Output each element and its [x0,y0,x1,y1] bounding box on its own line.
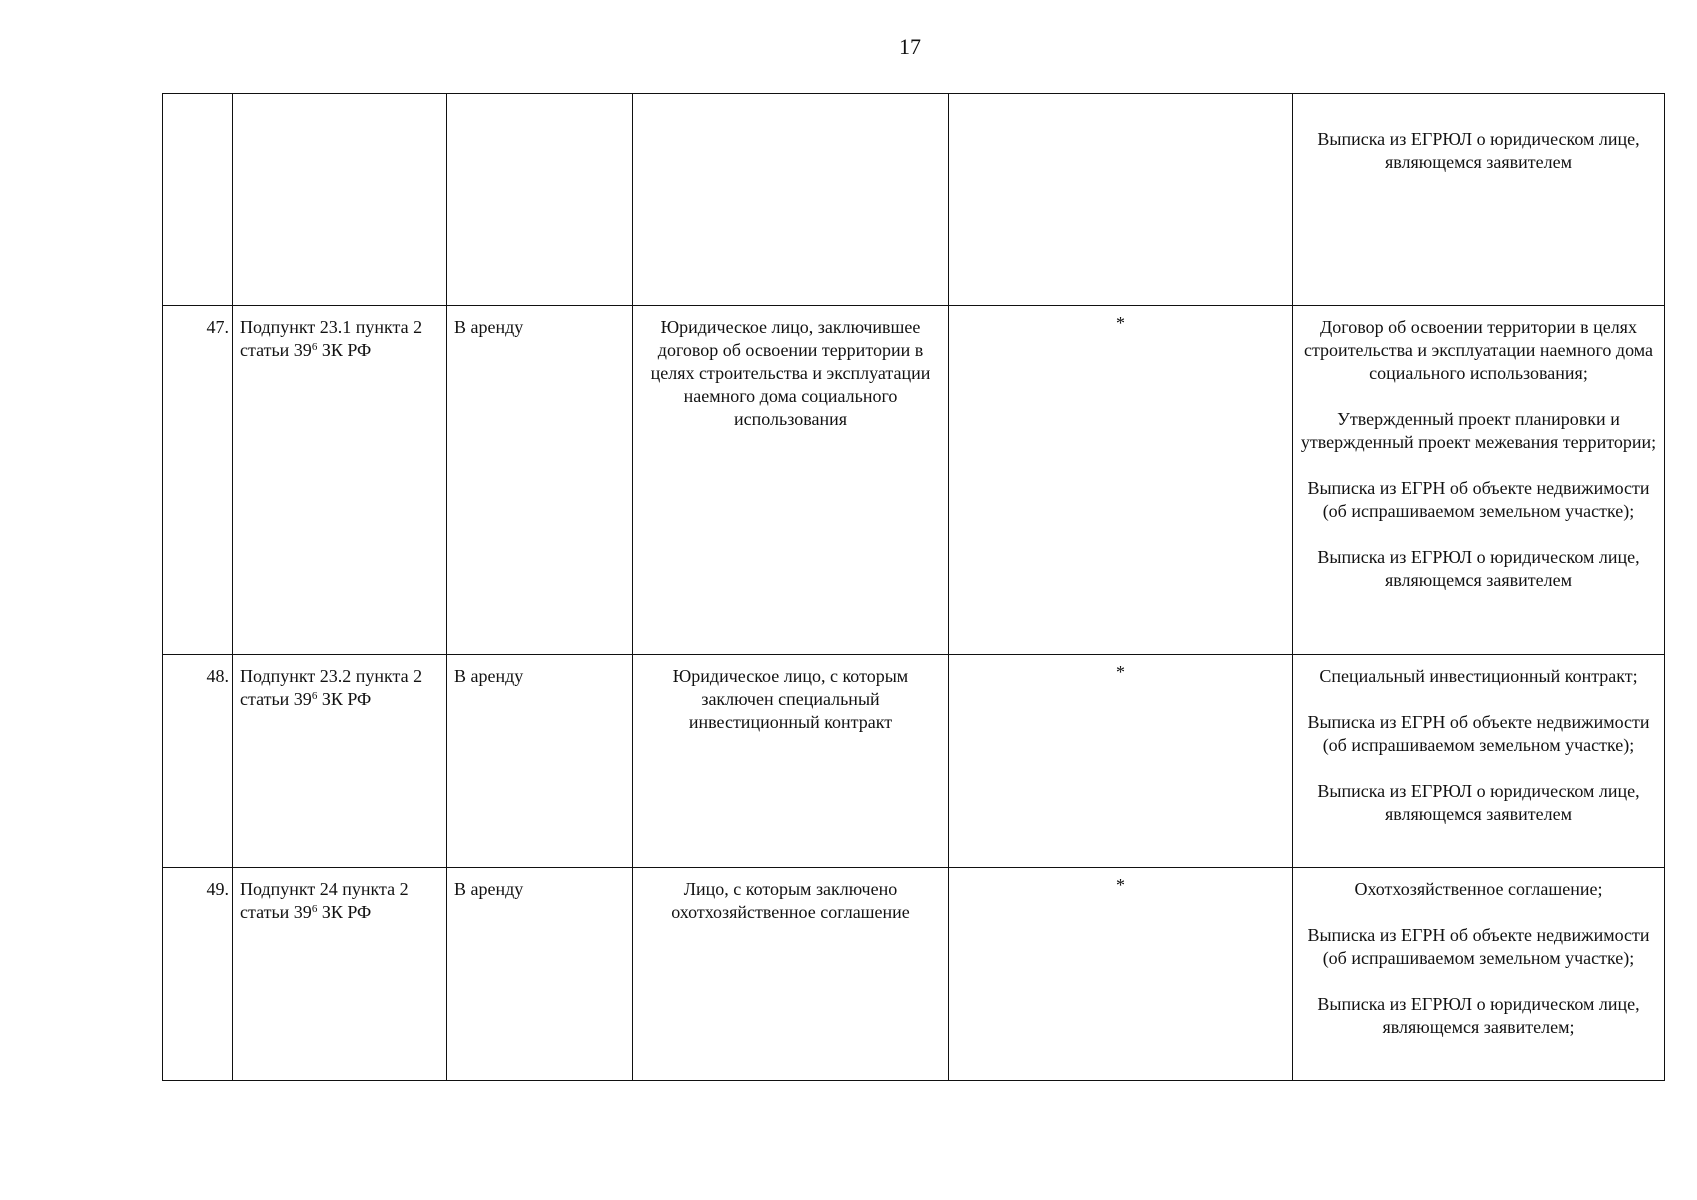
provision-type-cell: В аренду [447,868,633,1081]
legal-basis-cell [233,655,447,868]
legal-basis-cell [233,94,447,306]
table-row [163,94,1665,306]
article-superscript: 6 [311,903,318,915]
document-item: Выписка из ЕГРЮЛ о юридическом лице, являющемся заявителем [1317,547,1640,590]
applicant-cell: Юридическое лицо, с которым заключен специальный инвестиционный контракт [633,655,949,868]
document-item: Утвержденный проект планировки и утвержденный проект межевания территории; [1300,409,1657,452]
documents-cell [1293,868,1665,1081]
mark-cell: * [949,868,1293,1081]
applicant-cell: Лицо, с которым заключено охотхозяйственное соглашение [633,868,949,1081]
document-item: Выписка из ЕГРЮЛ о юридическом лице, являющемся заявителем; [1317,994,1640,1037]
document-item: Охотхозяйственное соглашение; [1354,879,1603,899]
legal-basis-cell [233,306,447,655]
page-number: 17 [899,34,921,59]
mark-cell [949,94,1293,306]
provision-type-cell: В аренду [447,655,633,868]
legal-basis-tail: ЗК РФ [317,902,372,922]
applicant-cell [633,94,949,306]
row-number-cell: 48. [163,655,233,868]
article-superscript: 6 [311,341,318,353]
legal-basis-tail: ЗК РФ [317,689,372,709]
document-item: Выписка из ЕГРН об объекте недвижимости (об испрашиваемом земельном участке); [1307,712,1650,755]
row-number-cell: 47. [163,306,233,655]
mark-cell: * [949,306,1293,655]
document-item: Выписка из ЕГРН об объекте недвижимости (об испрашиваемом земельном участке); [1307,478,1650,521]
article-superscript: 6 [311,690,318,702]
table-row [163,655,1665,868]
documents-cell [1293,655,1665,868]
table-row [163,306,1665,655]
applicant-cell: Юридическое лицо, заключившее договор об освоении территории в целях строительства и эксплуатации наемного дома социального использования [633,306,949,655]
document-item: Выписка из ЕГРН об объекте недвижимости (об испрашиваемом земельном участке); [1307,925,1650,968]
legal-basis-text: Подпункт 23.1 пункта 2 статьи 39 [240,317,423,360]
document-item: Договор об освоении территории в целях строительства и эксплуатации наемного дома социального использования; [1303,317,1654,383]
legal-basis-tail: ЗК РФ [317,340,372,360]
document-item: Специальный инвестиционный контракт; [1319,666,1638,686]
table-row [163,868,1665,1081]
row-number-cell: 49. [163,868,233,1081]
legal-basis-cell [233,868,447,1081]
document-item: Выписка из ЕГРЮЛ о юридическом лице, являющемся заявителем [1317,781,1640,824]
provision-type-cell [447,94,633,306]
document-item: Выписка из ЕГРЮЛ о юридическом лице, являющемся заявителем [1317,129,1640,172]
documents-cell [1293,94,1665,306]
legal-basis-text: Подпункт 24 пункта 2 статьи 39 [240,879,409,922]
land-grounds-table [162,93,1665,1081]
legal-basis-text: Подпункт 23.2 пункта 2 статьи 39 [240,666,423,709]
documents-cell [1293,306,1665,655]
row-number-cell [163,94,233,306]
provision-type-cell: В аренду [447,306,633,655]
mark-cell: * [949,655,1293,868]
